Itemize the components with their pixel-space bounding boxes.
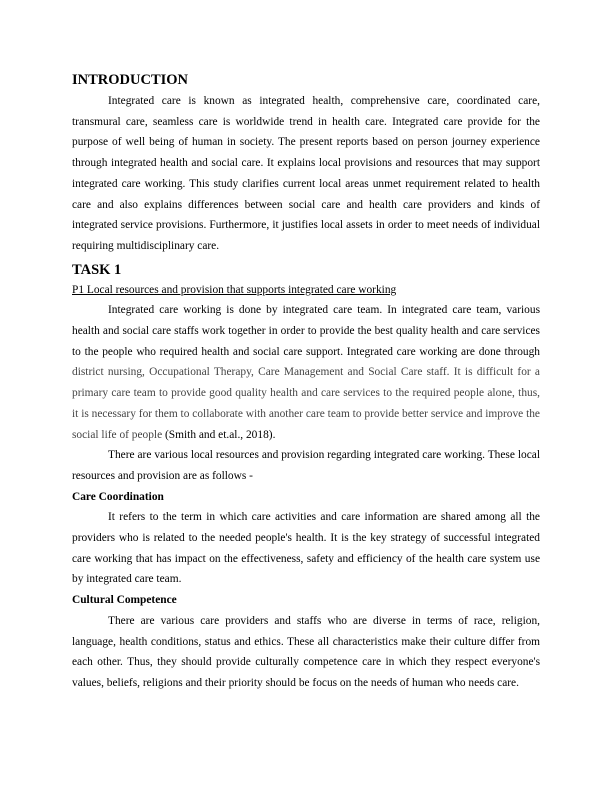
introduction-heading: INTRODUCTION (72, 72, 189, 88)
task1-paragraph-2: There are various local resources and provision regarding integrated care working. These local resources and provision are as follows - (72, 449, 540, 482)
task1-paragraph-1-main: Integrated care working is done by integrated care team. In integrated care team, various health and social care staffs work together in order to provide the best quality health and care services to the people who required health and social care support. Integrated care working are done through (72, 304, 540, 358)
care-coordination-paragraph: It refers to the term in which care activities and care information are shared among all the providers who is related to the needed people's health. It is the key strategy of successful integrated care working that has impact on the effectiveness, safety and efficiency of the health care system use by integrated care team. (72, 511, 540, 586)
introduction-paragraph: Integrated care is known as integrated health, comprehensive care, coordinated care, transmural care, seamless care is worldwide trend in health care. Integrated care provide for the purpose of well being of human in society. The present reports based on person journey experience through integrated health and social care. It explains local provisions and resources that may support integrated care working. This study clarifies current local areas unmet requirement related to health care and also explains differences between social care and health care providers and kinds of integrated service provisions. Furthermore, it justifies local assets in order to meet needs of individual requiring multidisciplinary care. (72, 95, 540, 252)
task1-heading: TASK 1 (72, 261, 122, 278)
p1-subheading: P1 Local resources and provision that supports integrated care working (72, 283, 397, 296)
task1-paragraph-1 (72, 300, 540, 445)
care-coordination-heading: Care Coordination (72, 490, 164, 503)
task1-paragraph-1-grey: district nursing, Occupational Therapy, Care Management and Social Care staff. It is difficult for a primary care team to provide good quality health and care services to the required people alone, thus, it is necessary for them to collaborate with another care team to provide better service and improve the social life of people (72, 366, 540, 441)
cultural-competence-paragraph: There are various care providers and staffs who are diverse in terms of race, religion, language, health conditions, status and ethics. These all characteristics make their culture differ from each other. Thus, they should provide culturally competence care in which they respect everyone's values, beliefs, religions and their priority should be focus on the needs of human who needs care. (72, 614, 540, 689)
task1-paragraph-1-citation: (Smith and et.al., 2018). (162, 428, 276, 441)
cultural-competence-heading: Cultural Competence (72, 594, 177, 607)
